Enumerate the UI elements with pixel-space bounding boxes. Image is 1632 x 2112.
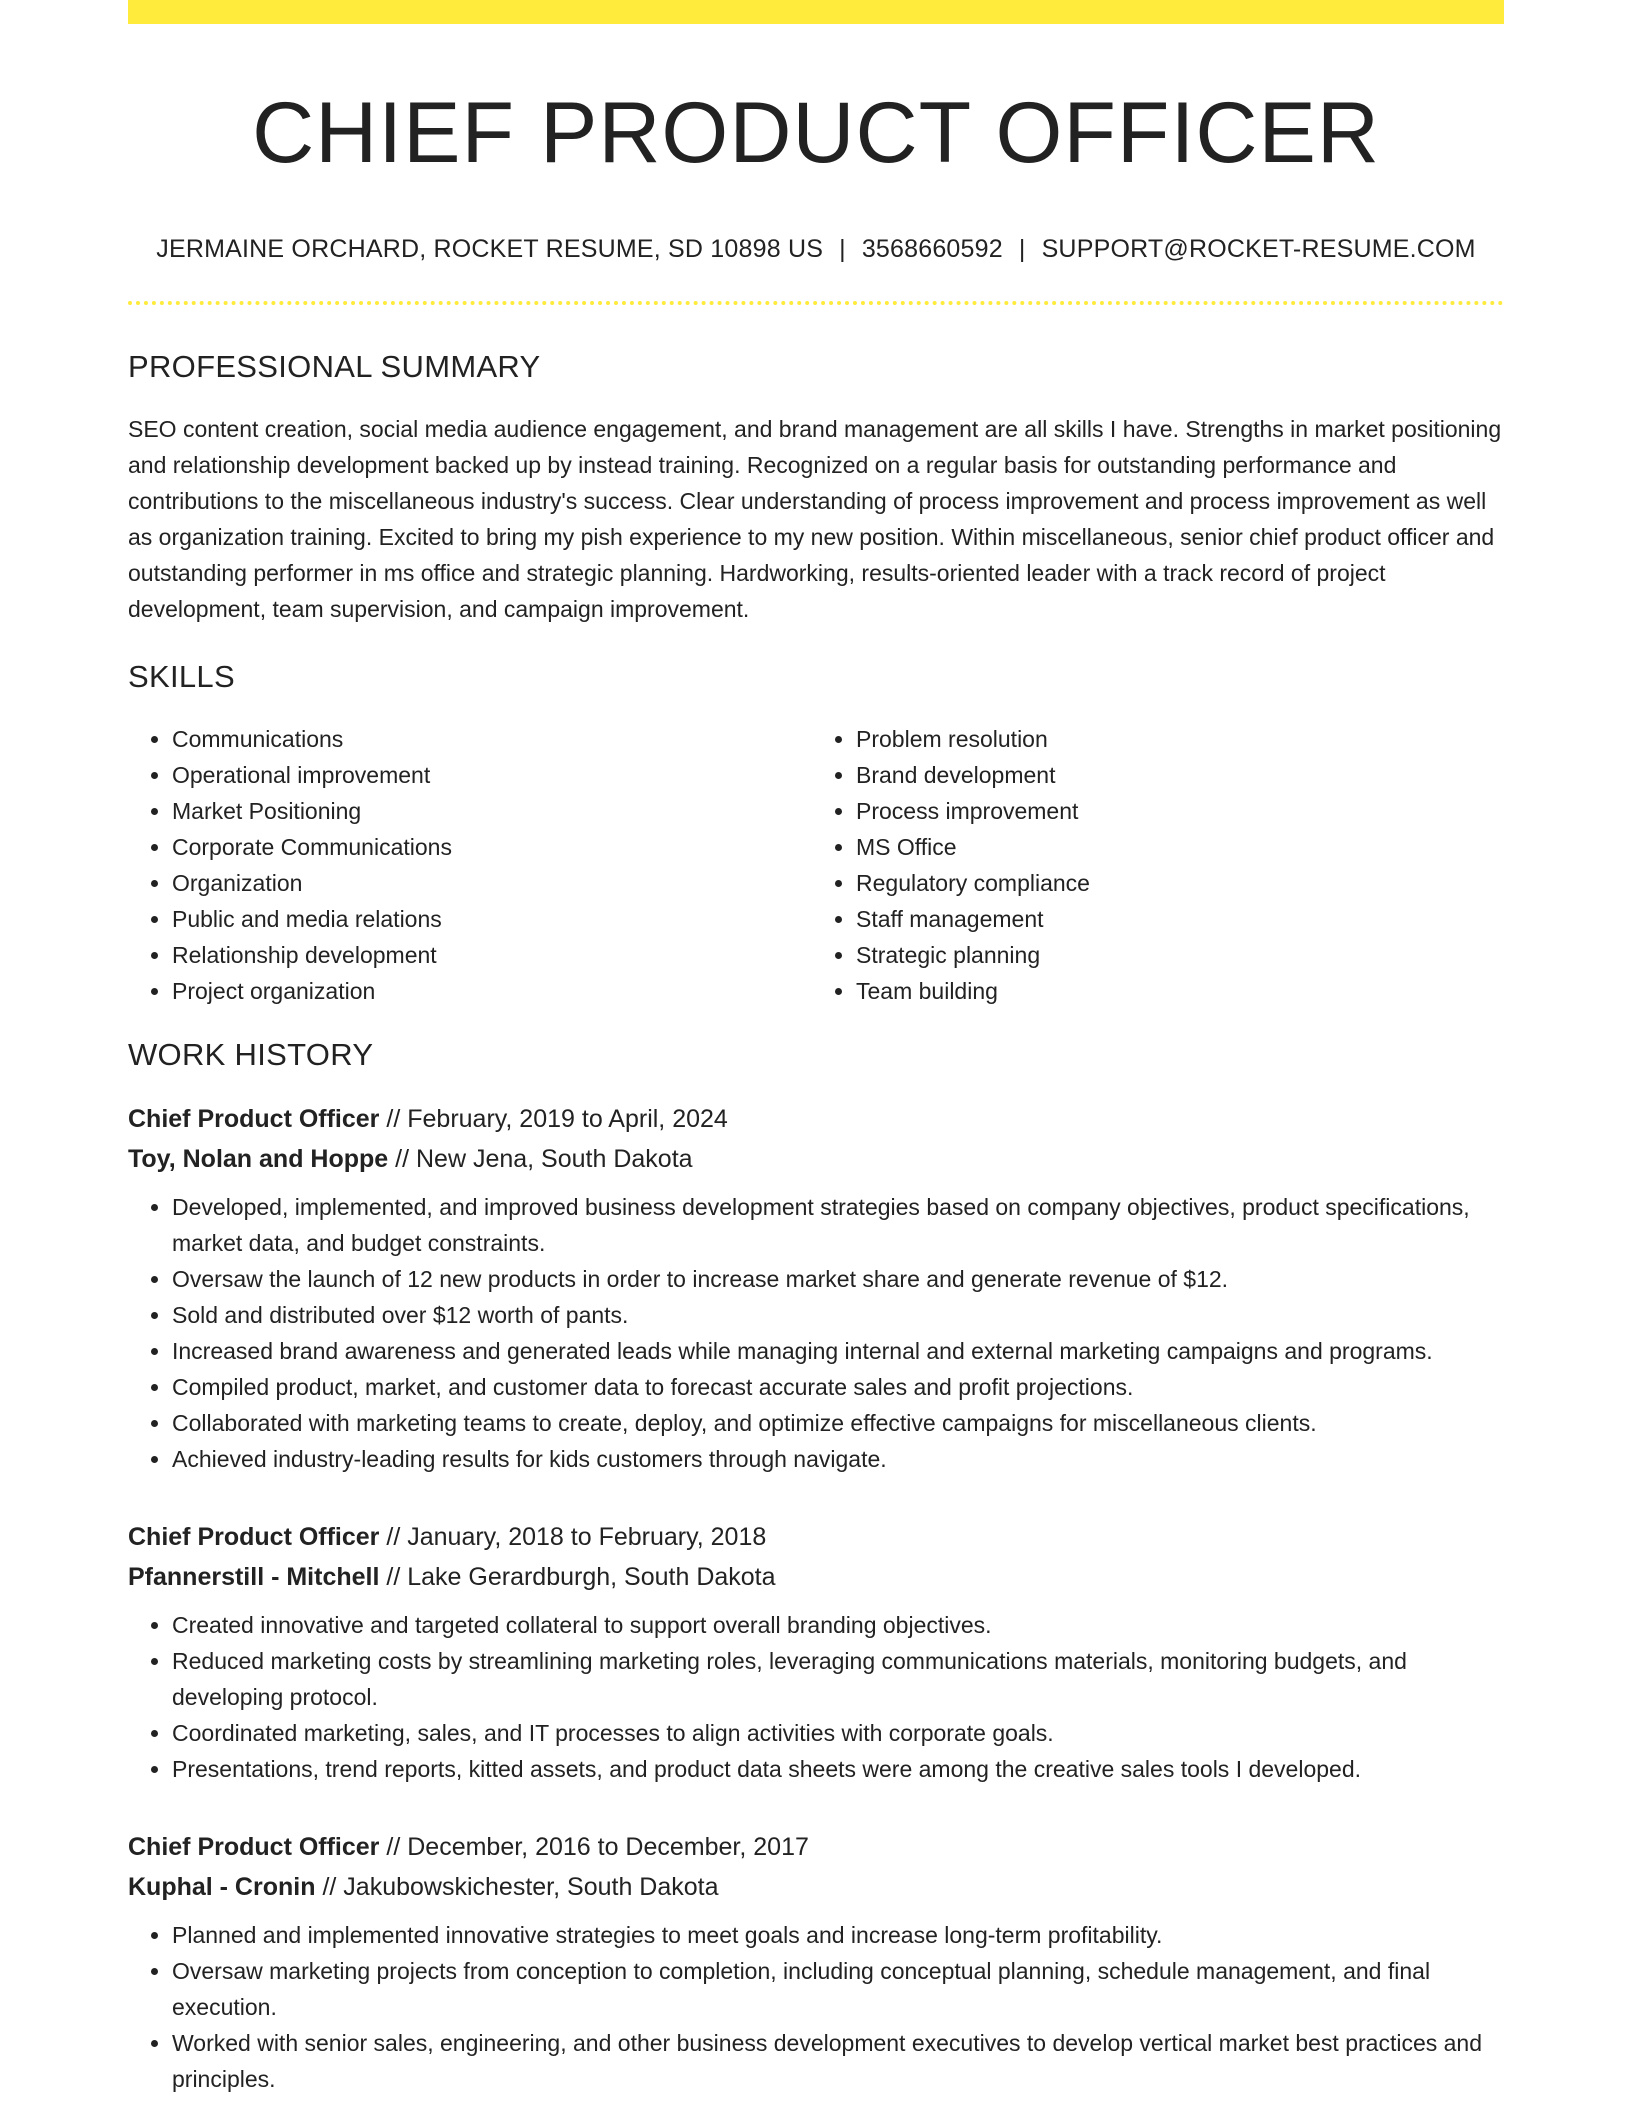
job-divider: // bbox=[386, 1562, 401, 1591]
skill-item: • Process improvement bbox=[856, 793, 1490, 829]
dotted-divider bbox=[128, 301, 1504, 305]
job-bullet: • Increased brand awareness and generated leads while managing internal and external marketing campaigns and programs. bbox=[172, 1333, 1504, 1369]
job-bullet: • Developed, implemented, and improved business development strategies based on company objectives, product specifications, market data, and budget constraints. bbox=[172, 1189, 1504, 1261]
summary-text: SEO content creation, social media audience engagement, and brand management are all skills I have. Strengths in market positioning and relationship development backed up by instead training. Recognized on a regular basis for outstanding performance and contributions to the miscellaneous industry's success. Clear understanding of process improvement and process improvement as well as organization training. Excited to bring my pish experience to my new position. Within miscellaneous, senior chief product officer and outstanding performer in ms office and strategic planning. Hardworking, results-oriented leader with a track record of project development, team supervision, and campaign improvement. bbox=[128, 415, 1502, 622]
job-company-line bbox=[128, 1867, 1504, 1907]
job-company: Pfannerstill - Mitchell bbox=[128, 1562, 380, 1591]
skill-item: • Market Positioning bbox=[172, 793, 806, 829]
job-title-line bbox=[128, 1517, 1504, 1557]
contact-separator: | bbox=[839, 234, 846, 263]
job-bullets bbox=[128, 1189, 1504, 1477]
skill-item: • Team building bbox=[856, 973, 1490, 1009]
job-bullet: • Oversaw the launch of 12 new products in order to increase market share and generate revenue of $12. bbox=[172, 1261, 1504, 1297]
skill-item: • Public and media relations bbox=[172, 901, 806, 937]
page-title: CHIEF PRODUCT OFFICER bbox=[252, 85, 1380, 181]
job-company: Kuphal - Cronin bbox=[128, 1872, 316, 1901]
job-title: Chief Product Officer bbox=[128, 1104, 380, 1133]
contact-separator: | bbox=[1018, 234, 1026, 263]
job-bullet: • Worked with senior sales, engineering, and other business development executives to develop vertical market best practices and principles. bbox=[172, 2025, 1504, 2097]
skill-item: • Problem resolution bbox=[856, 721, 1490, 757]
skill-item: • Relationship development bbox=[172, 937, 806, 973]
skill-item: • Staff management bbox=[856, 901, 1490, 937]
job-company-line bbox=[128, 1557, 1504, 1597]
job-bullet: • Reduced marketing costs by streamlining marketing roles, leveraging communications materials, monitoring budgets, and developing protocol. bbox=[172, 1643, 1504, 1715]
skill-item: • Project organization bbox=[172, 973, 806, 1009]
job-title-line bbox=[128, 1099, 1504, 1139]
job-title: Chief Product Officer bbox=[128, 1832, 380, 1861]
accent-top-bar bbox=[128, 0, 1504, 24]
job-bullet: • Created innovative and targeted collateral to support overall branding objectives. bbox=[172, 1607, 1504, 1643]
job-location: New Jena, South Dakota bbox=[416, 1144, 693, 1173]
skill-item: • Organization bbox=[172, 865, 806, 901]
job-divider: // bbox=[386, 1832, 401, 1861]
skills-column-left bbox=[128, 721, 806, 1009]
job-entry bbox=[128, 1827, 1504, 2097]
job-location: Jakubowskichester, South Dakota bbox=[343, 1872, 719, 1901]
job-bullet: • Sold and distributed over $12 worth of pants. bbox=[172, 1297, 1504, 1333]
job-divider: // bbox=[322, 1872, 337, 1901]
job-bullet: • Presentations, trend reports, kitted assets, and product data sheets were among the creative sales tools I developed. bbox=[172, 1751, 1504, 1787]
resume-page bbox=[128, 0, 1504, 2097]
job-bullet: • Oversaw marketing projects from conception to completion, including conceptual planning, schedule management, and final execution. bbox=[172, 1953, 1504, 2025]
job-bullet: • Compiled product, market, and customer data to forecast accurate sales and profit projections. bbox=[172, 1369, 1504, 1405]
job-company-line bbox=[128, 1139, 1504, 1179]
contact-line bbox=[128, 235, 1504, 264]
job-location: Lake Gerardburgh, South Dakota bbox=[407, 1562, 776, 1591]
job-bullet: • Planned and implemented innovative strategies to meet goals and increase long-term profitability. bbox=[172, 1917, 1504, 1953]
job-divider: // bbox=[395, 1144, 410, 1173]
skill-item: • MS Office bbox=[856, 829, 1490, 865]
skills-list bbox=[128, 721, 1504, 1009]
job-entry bbox=[128, 1517, 1504, 1787]
skill-item: • Corporate Communications bbox=[172, 829, 806, 865]
job-entry bbox=[128, 1099, 1504, 1477]
skills-column-right bbox=[806, 721, 1490, 1009]
contact-phone: 3568660592 bbox=[861, 234, 1003, 263]
skill-item: • Communications bbox=[172, 721, 806, 757]
job-dates: January, 2018 to February, 2018 bbox=[407, 1522, 767, 1551]
job-bullet: • Coordinated marketing, sales, and IT processes to align activities with corporate goals. bbox=[172, 1715, 1504, 1751]
work-history-heading: WORK HISTORY bbox=[128, 1036, 374, 1072]
job-divider: // bbox=[386, 1104, 401, 1133]
job-bullets bbox=[128, 1917, 1504, 2097]
contact-address: JERMAINE ORCHARD, ROCKET RESUME, SD 10898 US bbox=[156, 234, 824, 263]
skill-item: • Brand development bbox=[856, 757, 1490, 793]
skill-item: • Regulatory compliance bbox=[856, 865, 1490, 901]
job-title-line bbox=[128, 1827, 1504, 1867]
skills-heading: SKILLS bbox=[128, 658, 235, 694]
job-divider: // bbox=[386, 1522, 401, 1551]
job-bullets bbox=[128, 1607, 1504, 1787]
job-dates: December, 2016 to December, 2017 bbox=[407, 1832, 809, 1861]
contact-email: SUPPORT@ROCKET-RESUME.COM bbox=[1041, 234, 1476, 263]
job-company: Toy, Nolan and Hoppe bbox=[128, 1144, 389, 1173]
summary-heading: PROFESSIONAL SUMMARY bbox=[128, 348, 541, 384]
skill-item: • Strategic planning bbox=[856, 937, 1490, 973]
job-dates: February, 2019 to April, 2024 bbox=[407, 1104, 728, 1133]
skill-item: • Operational improvement bbox=[172, 757, 806, 793]
job-title: Chief Product Officer bbox=[128, 1522, 380, 1551]
job-bullet: • Collaborated with marketing teams to create, deploy, and optimize effective campaigns for miscellaneous clients. bbox=[172, 1405, 1504, 1441]
job-bullet: • Achieved industry-leading results for kids customers through navigate. bbox=[172, 1441, 1504, 1477]
